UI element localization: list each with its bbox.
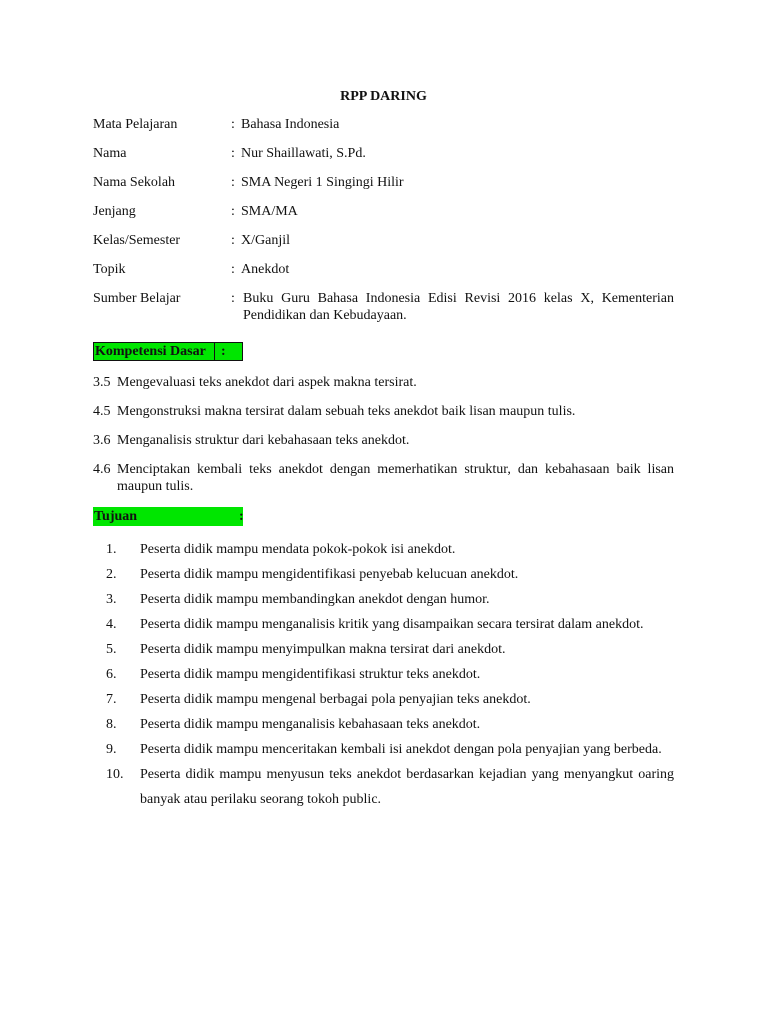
section-heading-label: Tujuan xyxy=(94,509,138,524)
item-number-cell xyxy=(93,737,140,762)
info-separator: : xyxy=(231,204,235,219)
info-label: Kelas/Semester xyxy=(93,233,181,248)
item-number-cell xyxy=(93,687,140,712)
list-item xyxy=(93,637,674,662)
info-value: SMA Negeri 1 Singingi Hilir xyxy=(241,175,404,190)
item-number: 3.6 xyxy=(93,433,111,448)
item-number: 8. xyxy=(106,717,117,732)
info-table xyxy=(93,116,674,324)
info-value: Bahasa Indonesia xyxy=(241,117,340,132)
item-text: Peserta didik mampu mendata pokok-pokok isi anekdot. xyxy=(140,542,456,557)
tujuan-heading xyxy=(93,507,243,526)
item-number: 3.5 xyxy=(93,375,111,390)
item-text: Peserta didik mampu menceritakan kembali isi anekdot dengan pola penyajian yang berbeda. xyxy=(140,742,662,757)
info-row-mata-pelajaran xyxy=(93,116,674,133)
item-number: 4.5 xyxy=(93,404,111,419)
list-item xyxy=(93,461,674,495)
item-text: Peserta didik mampu menyusun teks anekdot berdasarkan kejadian yang menyangkut oaring banyak atau perilaku seorang tokoh public. xyxy=(140,767,674,807)
info-row-sumber-belajar xyxy=(93,290,674,324)
item-text: Peserta didik mampu mengenal berbagai pola penyajian teks anekdot. xyxy=(140,692,531,707)
item-number-cell xyxy=(93,662,140,687)
info-value: Nur Shaillawati, S.Pd. xyxy=(241,146,366,161)
document-page xyxy=(93,86,674,812)
document-title: RPP DARING xyxy=(340,89,427,104)
info-separator: : xyxy=(231,291,235,306)
item-number-cell xyxy=(93,637,140,662)
item-number: 4. xyxy=(106,617,117,632)
list-item xyxy=(93,712,674,737)
item-text: Mengevaluasi teks anekdot dari aspek makna tersirat. xyxy=(117,375,417,390)
info-row-kelas-semester xyxy=(93,232,674,249)
list-item xyxy=(93,737,674,762)
item-text: Peserta didik mampu mengidentifikasi penyebab kelucuan anekdot. xyxy=(140,567,519,582)
list-item xyxy=(93,432,674,449)
item-number: 9. xyxy=(106,742,117,757)
section-heading-colon: : xyxy=(221,344,226,359)
list-item xyxy=(93,403,674,420)
list-item xyxy=(93,537,674,562)
tujuan-list xyxy=(93,537,674,812)
item-text: Peserta didik mampu menyimpulkan makna tersirat dari anekdot. xyxy=(140,642,506,657)
item-text: Menciptakan kembali teks anekdot dengan memerhatikan struktur, dan kebahasaan baik lisan maupun tulis. xyxy=(117,462,674,494)
info-value: SMA/MA xyxy=(241,204,298,219)
list-item xyxy=(93,687,674,712)
info-separator: : xyxy=(231,175,235,190)
list-item xyxy=(93,374,674,391)
info-label: Nama xyxy=(93,146,127,161)
item-number-cell xyxy=(93,762,140,812)
list-item xyxy=(93,562,674,587)
item-number-cell xyxy=(93,537,140,562)
list-item xyxy=(93,762,674,812)
info-label: Topik xyxy=(93,262,126,277)
info-row-nama xyxy=(93,145,674,162)
info-row-jenjang xyxy=(93,203,674,220)
item-text: Mengonstruksi makna tersirat dalam sebuah teks anekdot baik lisan maupun tulis. xyxy=(117,404,576,419)
info-value: Anekdot xyxy=(241,262,290,277)
info-separator: : xyxy=(231,262,235,277)
info-value: X/Ganjil xyxy=(241,233,290,248)
list-item xyxy=(93,587,674,612)
section-heading-colon: : xyxy=(239,509,244,524)
list-item xyxy=(93,612,674,637)
item-number-cell xyxy=(93,587,140,612)
item-number: 5. xyxy=(106,642,117,657)
item-text: Menganalisis struktur dari kebahasaan teks anekdot. xyxy=(117,433,410,448)
item-text: Peserta didik mampu membandingkan anekdot dengan humor. xyxy=(140,592,490,607)
item-number: 10. xyxy=(106,767,124,782)
item-text: Peserta didik mampu menganalisis kebahasaan teks anekdot. xyxy=(140,717,481,732)
kompetensi-dasar-list xyxy=(93,374,674,495)
item-text: Peserta didik mampu menganalisis kritik yang disampaikan secara tersirat dalam anekdot. xyxy=(140,617,644,632)
info-value: Buku Guru Bahasa Indonesia Edisi Revisi 2016 kelas X, Kementerian Pendidikan dan Kebudayaan. xyxy=(243,291,674,323)
info-label: Nama Sekolah xyxy=(93,175,176,190)
item-number: 7. xyxy=(106,692,117,707)
item-number-cell xyxy=(93,562,140,587)
item-number: 3. xyxy=(106,592,117,607)
info-label: Sumber Belajar xyxy=(93,291,181,306)
info-separator: : xyxy=(231,117,235,132)
section-heading-label: Kompetensi Dasar xyxy=(94,343,215,360)
info-row-topik xyxy=(93,261,674,278)
item-number: 2. xyxy=(106,567,117,582)
info-label: Jenjang xyxy=(93,204,136,219)
info-row-nama-sekolah xyxy=(93,174,674,191)
info-separator: : xyxy=(231,146,235,161)
item-number: 1. xyxy=(106,542,117,557)
kompetensi-dasar-heading xyxy=(93,342,243,361)
info-label: Mata Pelajaran xyxy=(93,117,178,132)
list-item xyxy=(93,662,674,687)
info-separator: : xyxy=(231,233,235,248)
item-number: 4.6 xyxy=(93,462,111,477)
item-number-cell xyxy=(93,612,140,637)
item-number-cell xyxy=(93,712,140,737)
item-number: 6. xyxy=(106,667,117,682)
item-text: Peserta didik mampu mengidentifikasi struktur teks anekdot. xyxy=(140,667,481,682)
